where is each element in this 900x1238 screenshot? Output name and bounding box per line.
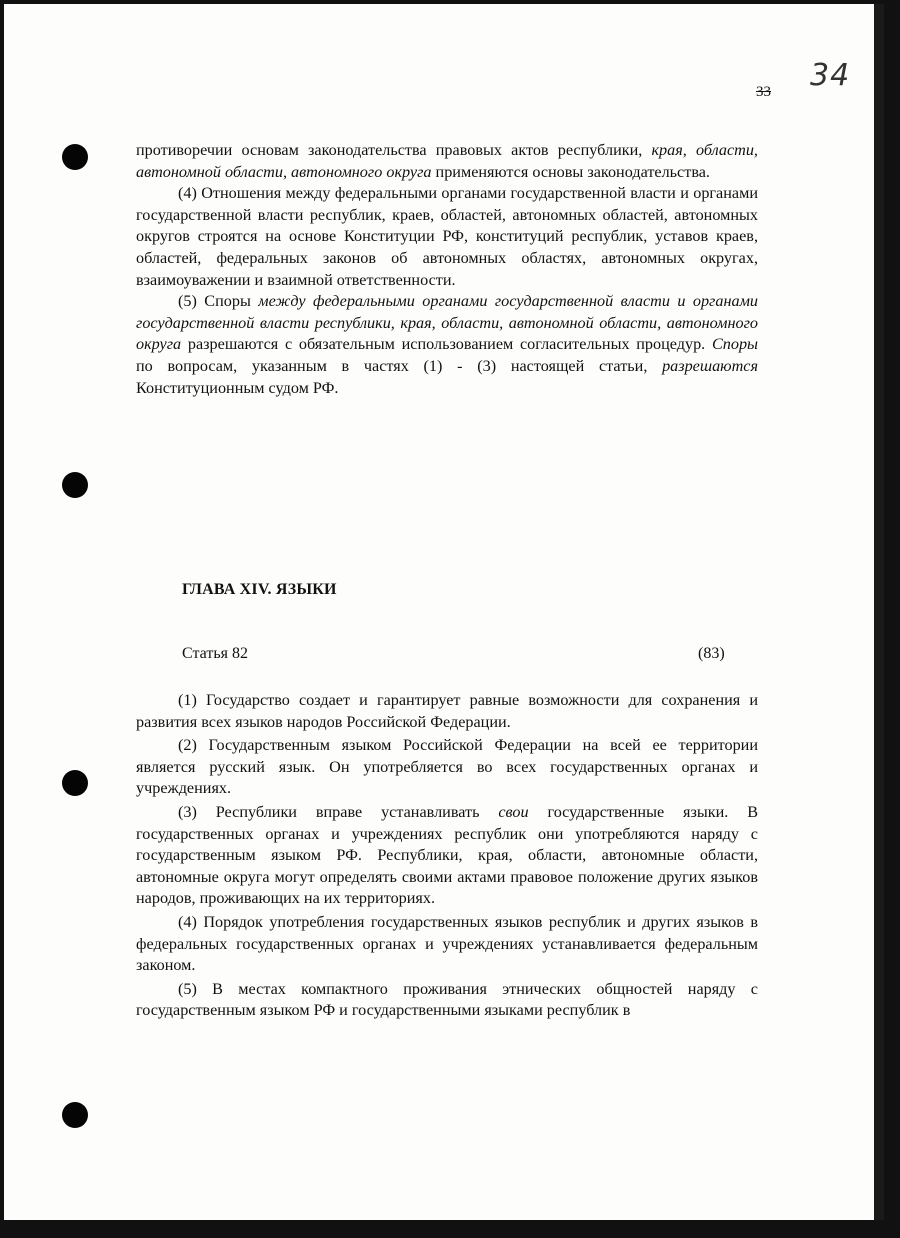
chapter-title: ГЛАВА XIV. ЯЗЫКИ [182, 581, 337, 598]
page-number-typed: 33 [756, 84, 771, 100]
document-page [4, 4, 884, 1220]
article-paragraph: (4) Порядок употребления государственных языков республик и других языков в федеральных государственных органах и учреждениях устанавливается федеральным законом. [136, 912, 758, 975]
article-alt-number: (83) [698, 645, 725, 662]
punch-hole [62, 770, 88, 796]
article-paragraph: (2) Государственным языком Российской Федерации на всей ее территории является русский язык. Он употребляется во всех государственных органах и учреждениях. [136, 736, 758, 798]
article-body [136, 690, 758, 1024]
punch-hole [62, 1102, 88, 1128]
paragraph-4: (4) Отношения между федеральными органами государственной власти и органами государственной власти республик, краев, областей, автономных областей, автономных округов строятся на основе Конституции РФ, конституций республик, уставов краев, областей, федеральных законов об автономных областях, автономных округах, взаимоуважении и взаимной ответственности. [136, 184, 758, 289]
continued-article-text [136, 140, 758, 399]
article-paragraph: (1) Государство создает и гарантирует равные возможности для сохранения и развития всех языков народов Российской Федерации. [136, 691, 758, 731]
punch-hole [62, 144, 88, 170]
article-paragraph: (5) В местах компактного проживания этнических общностей наряду с государственным языком РФ и государственными языками республик в [136, 979, 758, 1020]
article-paragraph: (3) Республики вправе устанавливать свои государственные языки. В государственных органах и учреждениях республик они употребляются наряду с государственным языком РФ. Республики, края, области, автономные области, автономные округа могут определять своими актами правовое положение других языков народов, проживающих на их территориях. [136, 802, 758, 908]
page-number-handwritten: 34 [810, 58, 851, 93]
punch-hole [62, 472, 88, 498]
paragraph-5: (5) Споры между федеральными органами государственной власти и органами государственной власти республики, края, области, автономной области, автономного округа разрешаются с обязательным использованием согласительных процедур. Споры по вопросам, указанным в частях (1) - (3) настоящей статьи, разрешаются Конституционным судом РФ. [136, 292, 758, 397]
intro-paragraph: противоречии основам законодательства правовых актов республики, края, области, автономной области, автономного округа применяются основы законодательства. [136, 141, 758, 181]
article-label: Статья 82 [182, 645, 248, 662]
